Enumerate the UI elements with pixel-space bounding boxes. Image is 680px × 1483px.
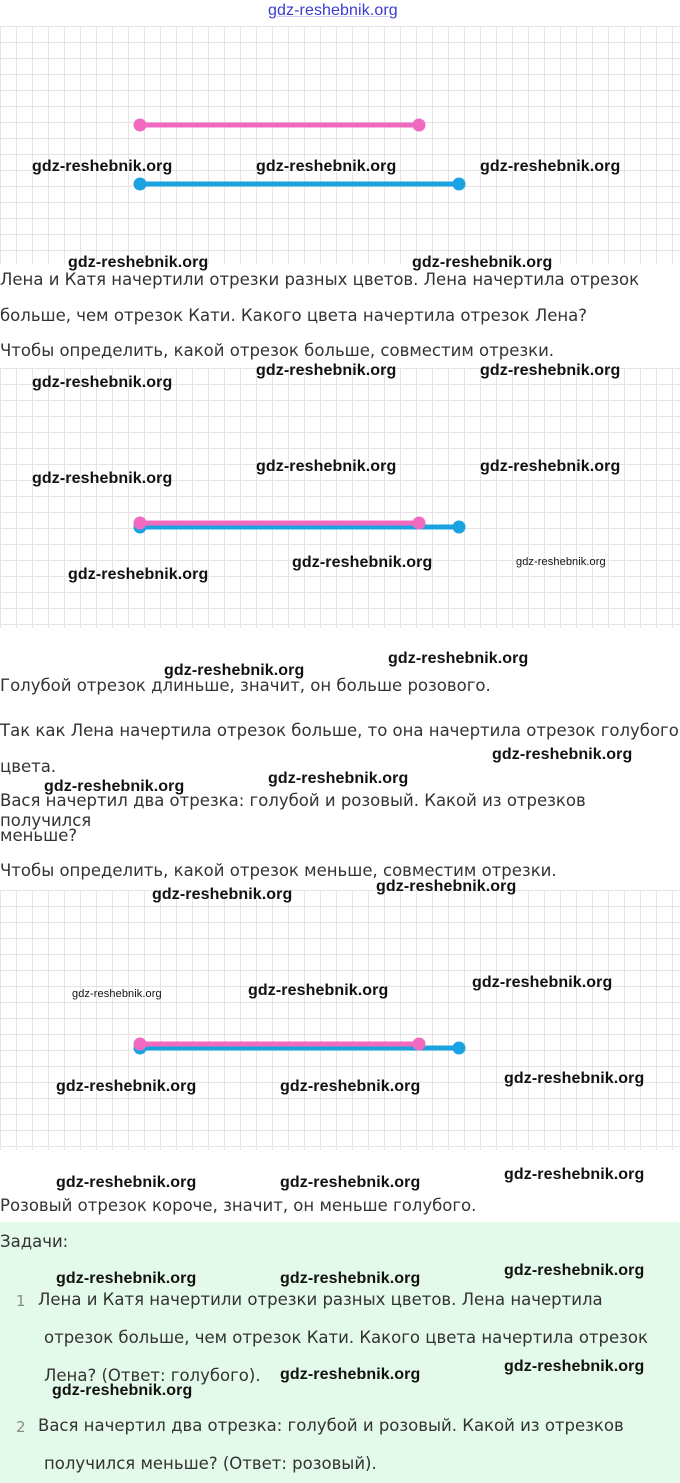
paragraph-4-line-2: цвета. [0, 757, 57, 776]
watermark: gdz-reshebnik.org [280, 1174, 421, 1191]
segments-overlapped-2 [0, 890, 680, 1150]
watermark: gdz-reshebnik.org [56, 1270, 197, 1287]
watermark: gdz-reshebnik.org [492, 746, 633, 763]
watermark: gdz-reshebnik.org [152, 886, 293, 903]
watermark: gdz-reshebnik.org [44, 778, 185, 795]
grid-figure-2 [0, 368, 680, 628]
watermark: gdz-reshebnik.org [480, 458, 621, 475]
paragraph-7: Розовый отрезок короче, значит, он меньше голубого. [0, 1196, 477, 1215]
task-2-line-2: получился меньше? (Ответ: розовый). [44, 1454, 377, 1473]
watermark: gdz-reshebnik.org [504, 1262, 645, 1279]
watermark: gdz-reshebnik.org [256, 362, 397, 379]
blue-segment-end [453, 178, 466, 191]
task-1-line-3: Лена? (Ответ: голубого). [44, 1366, 261, 1385]
watermark: gdz-reshebnik.org [504, 1070, 645, 1087]
watermark: gdz-reshebnik.org [68, 566, 209, 583]
watermark: gdz-reshebnik.org [516, 556, 606, 568]
watermark: gdz-reshebnik.org [292, 554, 433, 571]
watermark: gdz-reshebnik.org [280, 1270, 421, 1287]
task-1-line-1: Лена и Катя начертили отрезки разных цветов. Лена начертила [38, 1290, 603, 1309]
pink-segment-start [134, 517, 147, 530]
watermark: gdz-reshebnik.org [68, 254, 209, 271]
paragraph-5-line-2: меньше? [0, 826, 78, 845]
paragraph-2: Чтобы определить, какой отрезок больше, совместим отрезки. [0, 341, 555, 360]
watermark: gdz-reshebnik.org [52, 1382, 193, 1399]
watermark: gdz-reshebnik.org [56, 1174, 197, 1191]
blue-segment-start [134, 178, 147, 191]
watermark: gdz-reshebnik.org [504, 1358, 645, 1375]
site-title[interactable]: gdz-reshebnik.org [268, 2, 398, 19]
watermark: gdz-reshebnik.org [32, 158, 173, 175]
watermark: gdz-reshebnik.org [256, 458, 397, 475]
watermark: gdz-reshebnik.org [388, 650, 529, 667]
pink-segment-start [134, 1038, 147, 1051]
paragraph-3: Голубой отрезок длиньше, значит, он больше розового. [0, 676, 491, 695]
segments-separate [0, 26, 680, 264]
paragraph-1-line-2: больше, чем отрезок Кати. Какого цвета начертила отрезок Лена? [0, 306, 588, 325]
grid-figure-3 [0, 890, 680, 1150]
task-number: 2 [16, 1418, 26, 1436]
watermark: gdz-reshebnik.org [56, 1078, 197, 1095]
pink-segment-end [413, 1038, 426, 1051]
watermark: gdz-reshebnik.org [72, 988, 162, 1000]
watermark: gdz-reshebnik.org [164, 662, 305, 679]
grid-figure-1 [0, 26, 680, 264]
blue-segment-end [453, 1042, 466, 1055]
watermark: gdz-reshebnik.org [280, 1078, 421, 1095]
paragraph-5-line-1: Вася начертил два отрезка: голубой и розовый. Какой из отрезков получился [0, 791, 586, 830]
watermark: gdz-reshebnik.org [504, 1166, 645, 1183]
paragraph-4-line-1: Так как Лена начертила отрезок больше, то она начертила отрезок голубого [0, 721, 679, 740]
watermark: gdz-reshebnik.org [480, 362, 621, 379]
pink-segment-end [413, 119, 426, 132]
task-2-line-1: Вася начертил два отрезка: голубой и розовый. Какой из отрезков [38, 1416, 624, 1435]
watermark: gdz-reshebnik.org [32, 470, 173, 487]
task-1-line-2: отрезок больше, чем отрезок Кати. Какого цвета начертила отрезок [44, 1328, 648, 1347]
watermark: gdz-reshebnik.org [268, 770, 409, 787]
tasks-title: Задачи: [0, 1232, 69, 1251]
segments-overlapped-1 [0, 368, 680, 628]
watermark: gdz-reshebnik.org [32, 374, 173, 391]
watermark: gdz-reshebnik.org [256, 158, 397, 175]
watermark: gdz-reshebnik.org [248, 982, 389, 999]
task-number: 1 [16, 1292, 26, 1310]
watermark: gdz-reshebnik.org [280, 1366, 421, 1383]
paragraph-6: Чтобы определить, какой отрезок меньше, совместим отрезки. [0, 861, 557, 880]
watermark: gdz-reshebnik.org [480, 158, 621, 175]
blue-segment-end [453, 521, 466, 534]
pink-segment-end [413, 517, 426, 530]
watermark: gdz-reshebnik.org [472, 974, 613, 991]
watermark: gdz-reshebnik.org [376, 878, 517, 895]
paragraph-1-line-1: Лена и Катя начертили отрезки разных цветов. Лена начертила отрезок [0, 270, 640, 289]
watermark: gdz-reshebnik.org [412, 254, 553, 271]
pink-segment-start [134, 119, 147, 132]
